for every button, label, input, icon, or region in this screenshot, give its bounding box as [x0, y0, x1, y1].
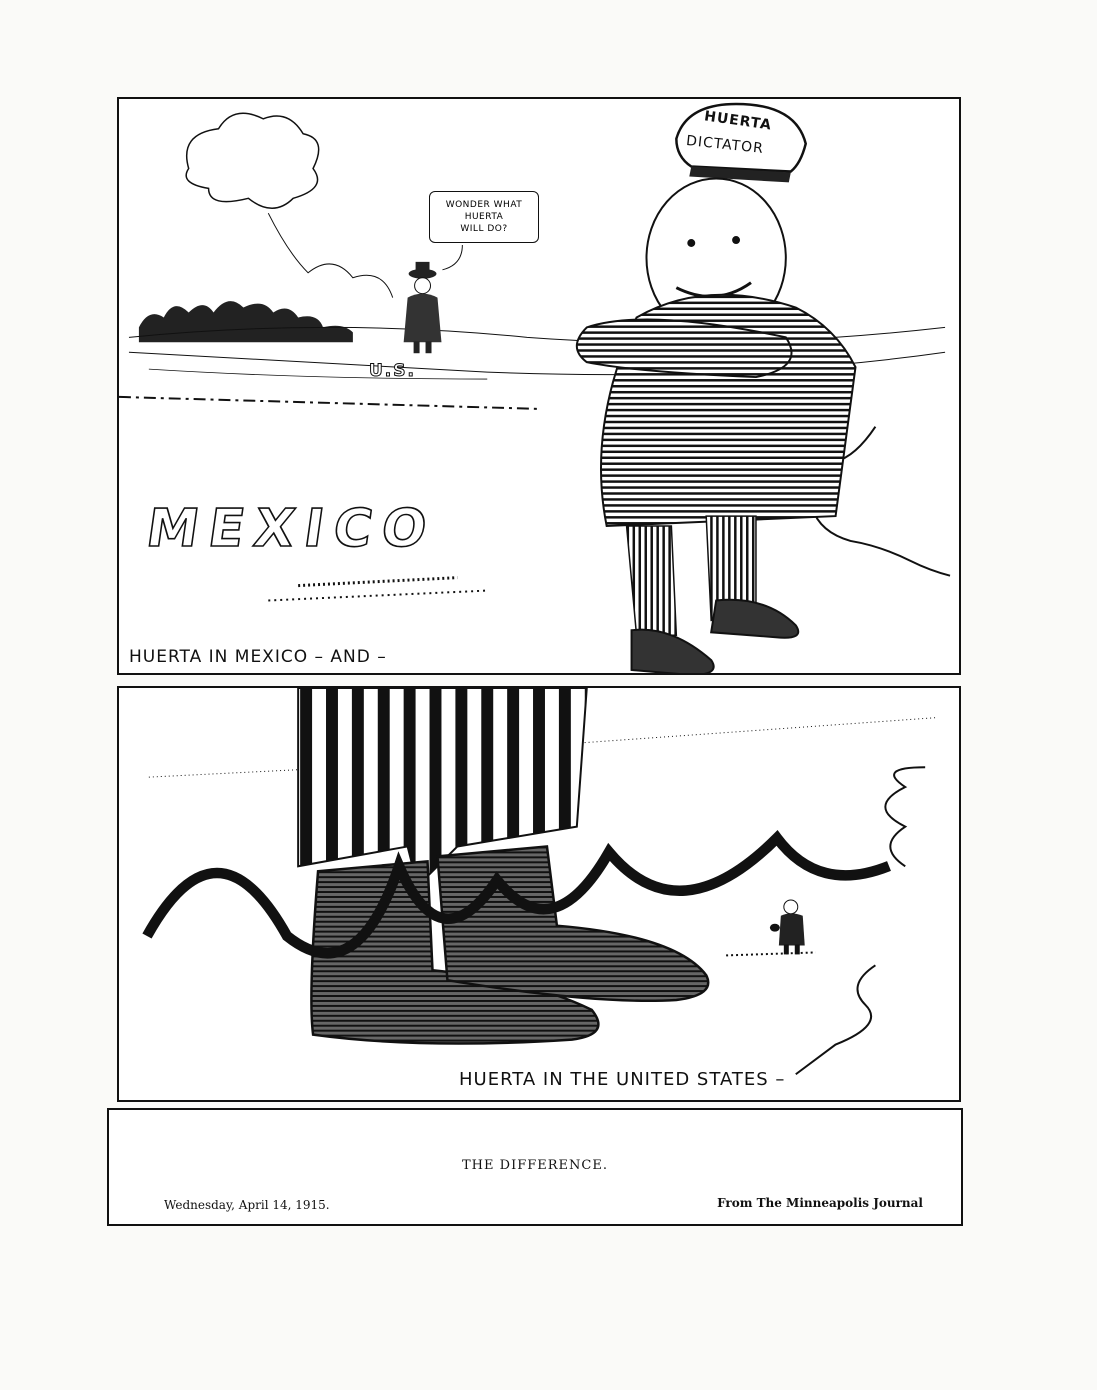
top-panel — [117, 97, 961, 675]
cloud-drawing — [186, 113, 318, 208]
uncle-sam-small — [404, 262, 442, 353]
crown-label-name: HUERTA — [703, 108, 773, 134]
caption-box — [107, 1108, 963, 1226]
top-panel-caption: HUERTA IN MEXICO – AND – — [129, 647, 387, 667]
speech-balloon: WONDER WHAT HUERTA WILL DO? — [429, 191, 539, 243]
huerta-large-figure — [577, 104, 856, 673]
bottom-panel — [117, 686, 961, 1102]
horizon-bushes — [139, 301, 353, 342]
mexico-territory-label: MEXICO — [142, 499, 441, 559]
us-territory-label: U.S. — [369, 361, 416, 381]
crown-label-title: DICTATOR — [685, 132, 765, 158]
border-line — [119, 397, 537, 409]
bottom-panel-caption: HUERTA IN THE UNITED STATES – — [459, 1069, 786, 1090]
cartoon-title: THE DIFFERENCE. — [462, 1158, 608, 1173]
artist-signature — [119, 688, 959, 1100]
publication-source: From The Minneapolis Journal — [717, 1196, 923, 1210]
publication-date: Wednesday, April 14, 1915. — [164, 1198, 330, 1212]
top-panel-illustration — [119, 99, 959, 673]
